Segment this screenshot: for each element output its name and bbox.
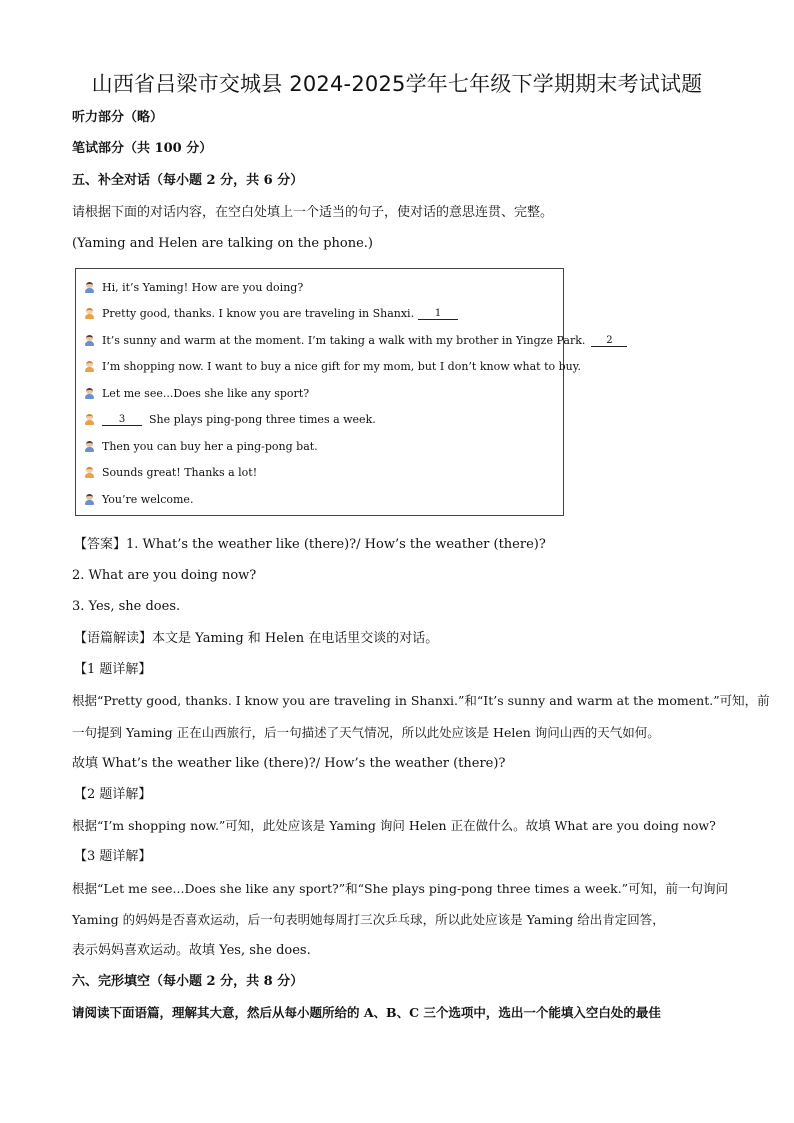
q2-explanation-line: 根据“I’m shopping now.”可知，此处应该是 Yaming 询问 Helen 正在做什么。故填 What are you doing now? [72,818,716,833]
answer-line-2: 2. What are you doing now? [72,568,257,583]
section-5-instruction: 请根据下面的对话内容，在空白处填上一个适当的句子，使对话的意思连贯、完整。 [72,205,554,220]
q3-explanation-line: Yaming 的妈妈是否喜欢运动，后一句表明她每周打三次乒乓球，所以此处应该是 Yaming 给出肯定回答， [72,912,665,927]
q2-label: 【2 题详解】 [74,787,152,802]
dialog-text: You’re welcome. [102,493,194,506]
helen-avatar-icon [84,467,95,478]
dialog-text: Hi, it’s Yaming! How are you doing? [102,281,304,294]
written-section-label: 笔试部分（共 100 分） [72,141,213,156]
answer-blank-2[interactable]: 2 [591,335,627,347]
section-6-instruction: 请阅读下面语篇，理解其大意，然后从每小题所给的 A、B、C 三个选项中，选出一个能填入空白处的最佳 [72,1005,661,1020]
dialog-text: Sounds great! Thanks a lot! [102,466,258,479]
yaming-avatar-icon [84,441,95,452]
q1-explanation-line: 根据“Pretty good, thanks. I know you are traveling in Shanxi.”和“It’s sunny and warm at the moment.”可知，前 [72,693,770,708]
q3-explanation-line: 表示妈妈喜欢运动。故填 Yes, she does. [72,943,311,958]
answer-line-1: 【答案】1. What’s the weather like (there)?/ How’s the weather (there)? [74,537,546,552]
q1-explanation-line: 故填 What’s the weather like (there)?/ How’s the weather (there)? [72,756,506,771]
helen-avatar-icon [84,361,95,372]
helen-avatar-icon [84,308,95,319]
yaming-avatar-icon [84,388,95,399]
yaming-avatar-icon [84,282,95,293]
answer-blank-1[interactable]: 1 [418,308,458,320]
q3-explanation-line: 根据“Let me see...Does she like any sport?”和“She plays ping-pong three times a week.”可知，前一句询问 [72,881,729,896]
dialog-text: Let me see...Does she like any sport? [102,387,310,400]
dialog-line [84,307,458,320]
dialog-line [84,360,581,373]
q1-label: 【1 题详解】 [74,662,152,677]
q3-label: 【3 题详解】 [74,849,152,864]
dialog-text: I’m shopping now. I want to buy a nice gift for my mom, but I don’t know what to buy. [102,360,582,373]
dialog-line [84,334,627,347]
page-title: 山西省吕梁市交城县 2024-2025学年七年级下学期期末考试试题 [91,72,703,96]
yaming-avatar-icon [84,494,95,505]
dialog-text: Pretty good, thanks. I know you are traveling in Shanxi. [102,307,415,320]
dialog-box [75,268,613,516]
dialog-line [84,281,303,294]
dialog-context: (Yaming and Helen are talking on the phone.) [72,236,373,251]
section-6-heading: 六、完形填空（每小题 2 分，共 8 分） [72,974,304,989]
dialog-text: It’s sunny and warm at the moment. I’m taking a walk with my brother in Yingze Park. [102,334,586,347]
answer-blank-3[interactable]: 3 [102,414,142,426]
dialog-line [84,493,193,506]
helen-avatar-icon [84,414,95,425]
dialog-text: She plays ping-pong three times a week. [142,413,376,426]
dialog-line [84,413,376,426]
yaming-avatar-icon [84,335,95,346]
dialog-line [84,466,257,479]
section-5-heading: 五、补全对话（每小题 2 分，共 6 分） [72,173,304,188]
reading-note: 【语篇解读】本文是 Yaming 和 Helen 在电话里交谈的对话。 [74,631,439,646]
listening-section-label: 听力部分（略） [72,110,164,125]
answer-line-3: 3. Yes, she does. [72,599,181,614]
dialog-line [84,387,309,400]
dialog-line [84,440,318,453]
q1-explanation-line: 一句提到 Yaming 正在山西旅行，后一句描述了天气情况，所以此处应该是 Helen 询问山西的天气如何。 [72,725,660,740]
dialog-text: Then you can buy her a ping-pong bat. [102,440,318,453]
